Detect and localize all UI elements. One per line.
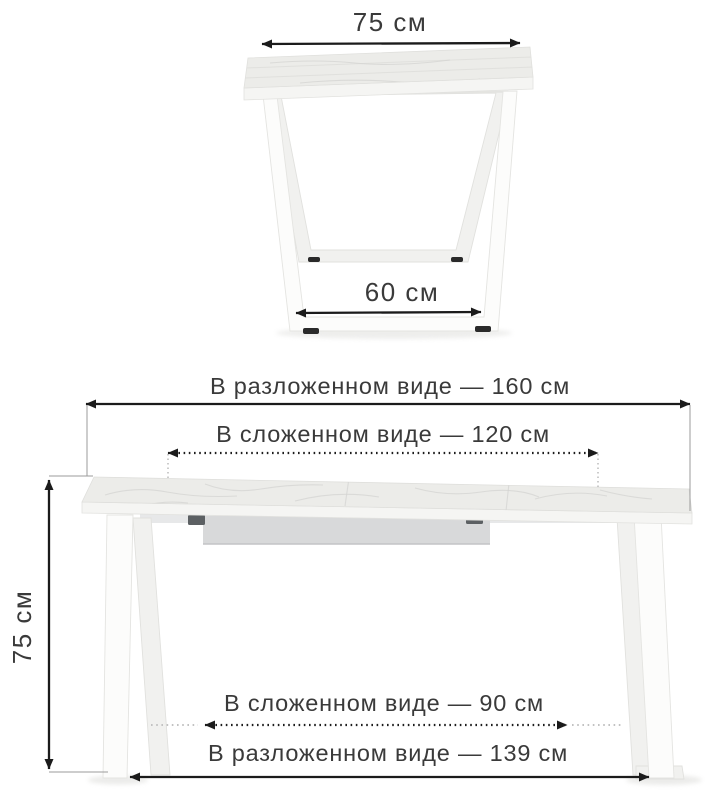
side-view-figure — [244, 7, 533, 339]
rear-foot-right — [451, 257, 463, 262]
side-width-label: 75 см — [352, 7, 428, 37]
side-width-arrow — [262, 43, 520, 44]
extension-box — [203, 516, 490, 544]
front-folded-base-label: В сложенном виде — 90 см — [224, 690, 544, 716]
front-extended-width-label: В разложенном виде — 160 см — [209, 373, 571, 399]
front-foot-left — [303, 328, 319, 334]
side-base-arrow — [296, 312, 481, 313]
height-label: 75 см — [7, 589, 37, 665]
front-view-figure — [7, 373, 702, 785]
leg-rear-left — [133, 518, 170, 775]
side-base-label: 60 см — [364, 277, 440, 307]
leg-front-left — [103, 515, 133, 778]
front-extended-base-label: В разложенном виде — 139 см — [207, 740, 569, 766]
latch-clip-left — [188, 515, 205, 525]
leg-frame-rear — [269, 92, 509, 262]
rear-foot-left — [308, 257, 320, 262]
front-folded-width-label: В сложенном виде — 120 см — [216, 421, 550, 447]
front-foot-right — [475, 326, 491, 332]
